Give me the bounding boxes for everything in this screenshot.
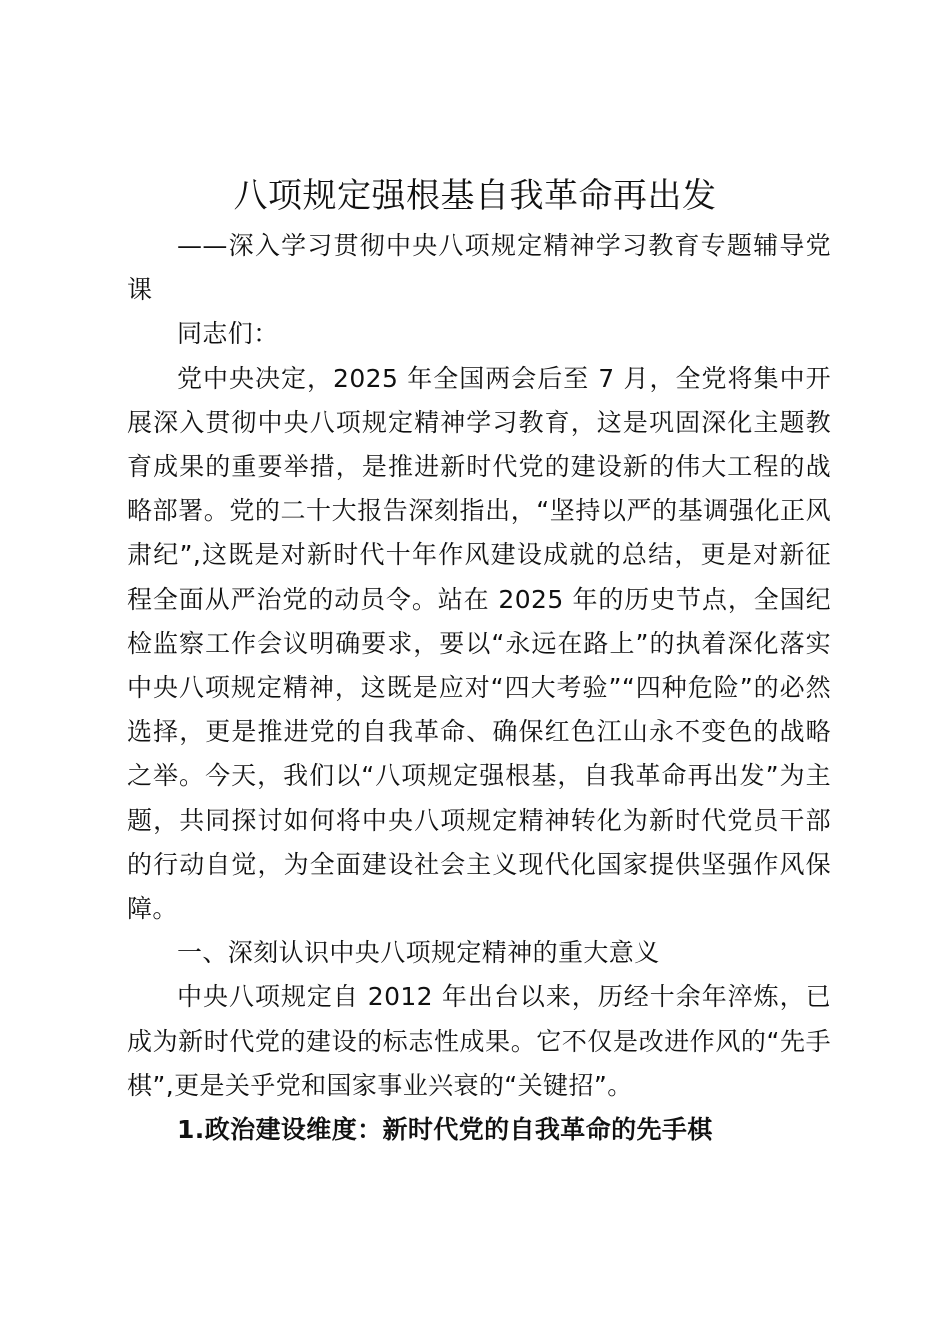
document-body	[127, 224, 831, 1152]
subsection-heading: 1.政治建设维度：新时代党的自我革命的先手棋	[177, 1115, 713, 1145]
paragraph-intro: 党中央决定，2025 年全国两会后至 7 月，全党将集中开展深入贯彻中央八项规定精神学习教育，这是巩固深化主题教育成果的重要举措，是推进新时代党的建设新的伟大工程的战略部署。党的二十大报告深刻指出，“坚持以严的基调强化正风肃纪”,这既是对新时代十年作风建设成就的总结，更是对新征程全面从严治党的动员令。站在 2025 年的历史节点，全国纪检监察工作会议明确要求，要以“永远在路上”的执着深化落实中央八项规定精神，这既是应对“四大考验”“四种危险”的必然选择，更是推进党的自我革命、确保红色江山永不变色的战略之举。今天，我们以“八项规定强根基，自我革命再出发”为主题，共同探讨如何将中央八项规定精神转化为新时代党员干部的行动自觉，为全面建设社会主义现代化国家提供坚强作风保障。	[127, 363, 831, 924]
salutation: 同志们：	[177, 319, 279, 349]
paragraph-section-intro: 中央八项规定自 2012 年出台以来，历经十余年淬炼，已成为新时代党的建设的标志性成果。它不仅是改进作风的“先手棋”,更是关乎党和国家事业兴衰的“关键招”。	[127, 982, 831, 1100]
document-subtitle: ——深入学习贯彻中央八项规定精神学习教育专题辅导党课	[127, 231, 831, 305]
document-title: 八项规定强根基自我革命再出发	[233, 176, 717, 216]
section-heading: 一、深刻认识中央八项规定精神的重大意义	[177, 938, 660, 968]
